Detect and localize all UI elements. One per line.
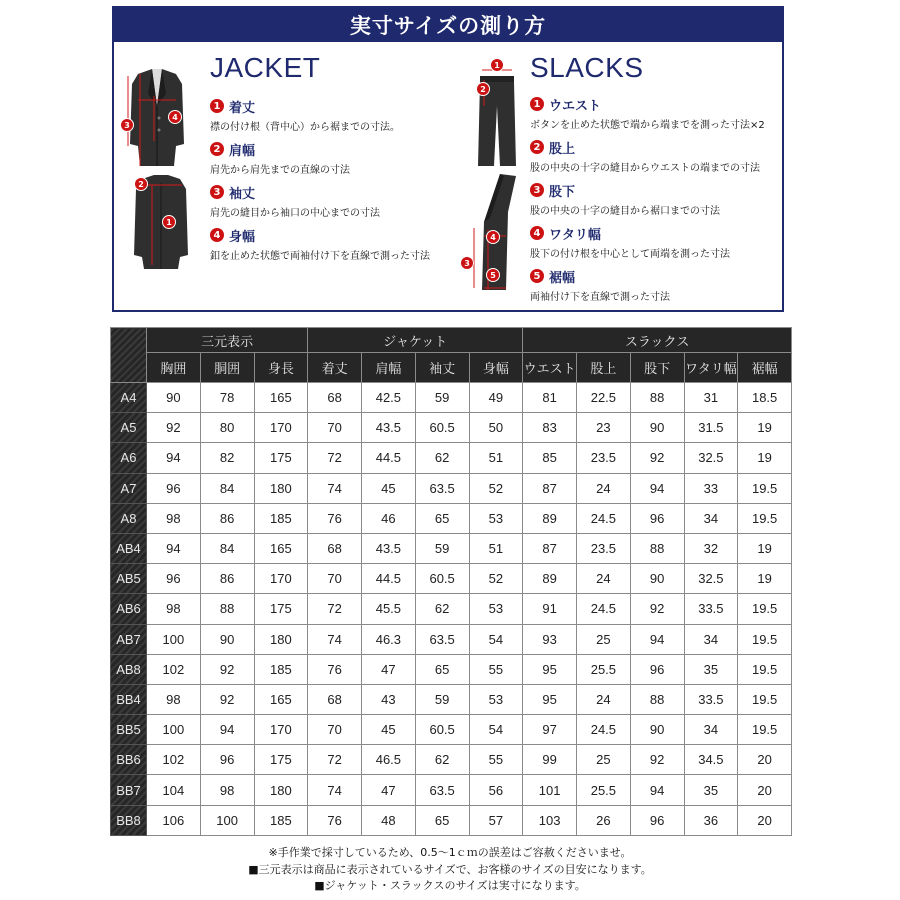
table-cell: 19.5 bbox=[738, 624, 792, 654]
size-table bbox=[110, 327, 792, 836]
item-description: 襟の付け根（背中心）から裾までの寸法。 bbox=[210, 122, 400, 133]
table-cell: 31.5 bbox=[684, 413, 738, 443]
group-header-row bbox=[111, 328, 792, 353]
table-cell: 35 bbox=[684, 654, 738, 684]
table-cell: 22.5 bbox=[577, 383, 631, 413]
table-cell: 62 bbox=[415, 745, 469, 775]
table-cell: 53 bbox=[469, 684, 523, 714]
table-cell: 19 bbox=[738, 443, 792, 473]
table-cell: 175 bbox=[254, 594, 308, 624]
jacket-heading: JACKET bbox=[210, 52, 321, 83]
table-cell: 18.5 bbox=[738, 383, 792, 413]
table-cell: 19.5 bbox=[738, 684, 792, 714]
table-cell: 19.5 bbox=[738, 654, 792, 684]
jacket-item-sleeve bbox=[210, 182, 430, 225]
table-cell: 50 bbox=[469, 413, 523, 443]
table-cell: 180 bbox=[254, 624, 308, 654]
table-cell: 19 bbox=[738, 533, 792, 563]
table-cell: 84 bbox=[200, 473, 254, 503]
badge-slacks-hem: 5 bbox=[486, 268, 500, 282]
table-cell: 85 bbox=[523, 443, 577, 473]
table-cell: 94 bbox=[630, 473, 684, 503]
column-header: 身長 bbox=[254, 353, 308, 383]
table-cell: 96 bbox=[630, 503, 684, 533]
table-cell: 43.5 bbox=[362, 413, 416, 443]
table-cell: 63.5 bbox=[415, 473, 469, 503]
table-cell: 95 bbox=[523, 684, 577, 714]
table-cell: 65 bbox=[415, 654, 469, 684]
column-header: 裾幅 bbox=[738, 353, 792, 383]
table-cell: 24.5 bbox=[577, 715, 631, 745]
slacks-item-thigh bbox=[530, 223, 765, 266]
table-row bbox=[111, 715, 792, 745]
table-cell: 19 bbox=[738, 413, 792, 443]
table-cell: 34 bbox=[684, 715, 738, 745]
table-cell: 76 bbox=[308, 654, 362, 684]
size-label: A7 bbox=[111, 473, 147, 503]
table-cell: 96 bbox=[147, 473, 201, 503]
table-cell: 53 bbox=[469, 503, 523, 533]
table-cell: 46 bbox=[362, 503, 416, 533]
table-cell: 88 bbox=[630, 383, 684, 413]
table-cell: 102 bbox=[147, 654, 201, 684]
table-cell: 96 bbox=[630, 654, 684, 684]
table-cell: 180 bbox=[254, 775, 308, 805]
table-cell: 185 bbox=[254, 503, 308, 533]
table-cell: 92 bbox=[200, 654, 254, 684]
table-cell: 56 bbox=[469, 775, 523, 805]
group-header: スラックス bbox=[523, 328, 792, 353]
table-cell: 106 bbox=[147, 805, 201, 835]
table-cell: 96 bbox=[200, 745, 254, 775]
notes bbox=[0, 845, 900, 895]
table-cell: 46.5 bbox=[362, 745, 416, 775]
table-cell: 70 bbox=[308, 413, 362, 443]
size-label: AB4 bbox=[111, 533, 147, 563]
table-row bbox=[111, 503, 792, 533]
table-cell: 43.5 bbox=[362, 533, 416, 563]
table-row bbox=[111, 654, 792, 684]
table-cell: 48 bbox=[362, 805, 416, 835]
item-description: 股下の付け根を中心として両端を測った寸法 bbox=[530, 249, 730, 260]
guide-title: 実寸サイズの測り方 bbox=[114, 8, 782, 42]
badge-slacks-thigh: 4 bbox=[486, 230, 500, 244]
table-cell: 97 bbox=[523, 715, 577, 745]
badge-jacket-front-chest: 4 bbox=[168, 110, 182, 124]
table-cell: 62 bbox=[415, 443, 469, 473]
note-line: ※手作業で採寸しているため、0.5～1ｃｍの誤差はご容赦くださいませ。 bbox=[268, 846, 632, 859]
table-cell: 51 bbox=[469, 533, 523, 563]
table-row bbox=[111, 564, 792, 594]
table-cell: 100 bbox=[147, 624, 201, 654]
table-row bbox=[111, 383, 792, 413]
table-cell: 45.5 bbox=[362, 594, 416, 624]
item-title: 着丈 bbox=[229, 100, 256, 116]
table-cell: 86 bbox=[200, 564, 254, 594]
size-label: AB7 bbox=[111, 624, 147, 654]
table-cell: 19.5 bbox=[738, 503, 792, 533]
table-cell: 68 bbox=[308, 684, 362, 714]
table-cell: 78 bbox=[200, 383, 254, 413]
badge-jacket-back-shoulder: 2 bbox=[134, 177, 148, 191]
table-cell: 23 bbox=[577, 413, 631, 443]
number-badge: 1 bbox=[210, 99, 224, 113]
size-label: AB5 bbox=[111, 564, 147, 594]
item-title: 袖丈 bbox=[229, 186, 256, 202]
table-row bbox=[111, 775, 792, 805]
table-cell: 180 bbox=[254, 473, 308, 503]
table-cell: 92 bbox=[630, 443, 684, 473]
table-cell: 31 bbox=[684, 383, 738, 413]
table-cell: 70 bbox=[308, 715, 362, 745]
table-cell: 55 bbox=[469, 654, 523, 684]
table-cell: 98 bbox=[147, 684, 201, 714]
table-cell: 175 bbox=[254, 745, 308, 775]
column-header: 胴囲 bbox=[200, 353, 254, 383]
table-cell: 91 bbox=[523, 594, 577, 624]
table-cell: 42.5 bbox=[362, 383, 416, 413]
table-cell: 53 bbox=[469, 594, 523, 624]
table-cell: 68 bbox=[308, 383, 362, 413]
table-cell: 98 bbox=[200, 775, 254, 805]
table-cell: 90 bbox=[630, 564, 684, 594]
table-cell: 100 bbox=[200, 805, 254, 835]
table-cell: 19.5 bbox=[738, 594, 792, 624]
table-cell: 19 bbox=[738, 564, 792, 594]
table-cell: 100 bbox=[147, 715, 201, 745]
table-cell: 25 bbox=[577, 745, 631, 775]
table-cell: 32.5 bbox=[684, 443, 738, 473]
table-cell: 60.5 bbox=[415, 715, 469, 745]
number-badge: 5 bbox=[530, 269, 544, 283]
table-cell: 34.5 bbox=[684, 745, 738, 775]
table-cell: 94 bbox=[147, 443, 201, 473]
item-description: 肩先の縫目から袖口の中心までの寸法 bbox=[210, 208, 380, 219]
item-description: 肩先から肩先までの直線の寸法 bbox=[210, 165, 350, 176]
table-cell: 94 bbox=[630, 775, 684, 805]
size-label: BB6 bbox=[111, 745, 147, 775]
table-cell: 33 bbox=[684, 473, 738, 503]
column-header: ウエスト bbox=[523, 353, 577, 383]
table-cell: 98 bbox=[147, 594, 201, 624]
table-cell: 51 bbox=[469, 443, 523, 473]
badge-jacket-front-sleeve: 3 bbox=[120, 118, 134, 132]
table-cell: 72 bbox=[308, 745, 362, 775]
number-badge: 2 bbox=[210, 142, 224, 156]
item-title: ウエスト bbox=[549, 98, 602, 114]
table-cell: 74 bbox=[308, 624, 362, 654]
item-title: 股上 bbox=[549, 141, 576, 157]
table-cell: 20 bbox=[738, 745, 792, 775]
table-cell: 74 bbox=[308, 473, 362, 503]
table-cell: 90 bbox=[630, 715, 684, 745]
table-cell: 59 bbox=[415, 383, 469, 413]
size-label: A6 bbox=[111, 443, 147, 473]
number-badge: 3 bbox=[530, 183, 544, 197]
table-cell: 20 bbox=[738, 775, 792, 805]
size-label: A8 bbox=[111, 503, 147, 533]
table-cell: 82 bbox=[200, 443, 254, 473]
table-cell: 63.5 bbox=[415, 775, 469, 805]
table-cell: 93 bbox=[523, 624, 577, 654]
table-cell: 43 bbox=[362, 684, 416, 714]
table-cell: 98 bbox=[147, 503, 201, 533]
table-cell: 170 bbox=[254, 413, 308, 443]
table-cell: 70 bbox=[308, 564, 362, 594]
table-cell: 60.5 bbox=[415, 564, 469, 594]
table-cell: 35 bbox=[684, 775, 738, 805]
table-cell: 88 bbox=[630, 533, 684, 563]
table-row bbox=[111, 533, 792, 563]
item-title: 股下 bbox=[549, 184, 576, 200]
table-cell: 36 bbox=[684, 805, 738, 835]
badge-slacks-inseam: 3 bbox=[460, 256, 474, 270]
table-cell: 94 bbox=[147, 533, 201, 563]
table-cell: 76 bbox=[308, 805, 362, 835]
note-line: ■三元表示は商品に表示されているサイズで、お客様のサイズの目安になります。 bbox=[248, 862, 652, 876]
item-description: 股の中央の十字の縫目からウエストの端までの寸法 bbox=[530, 163, 760, 174]
table-cell: 165 bbox=[254, 684, 308, 714]
table-cell: 165 bbox=[254, 533, 308, 563]
table-cell: 60.5 bbox=[415, 413, 469, 443]
number-badge: 1 bbox=[530, 97, 544, 111]
column-header: 股上 bbox=[577, 353, 631, 383]
size-label: AB8 bbox=[111, 654, 147, 684]
column-header: ワタリ幅 bbox=[684, 353, 738, 383]
table-cell: 185 bbox=[254, 805, 308, 835]
table-cell: 24 bbox=[577, 564, 631, 594]
table-cell: 19.5 bbox=[738, 715, 792, 745]
table-cell: 63.5 bbox=[415, 624, 469, 654]
table-cell: 52 bbox=[469, 473, 523, 503]
table-cell: 65 bbox=[415, 805, 469, 835]
column-header: 着丈 bbox=[308, 353, 362, 383]
table-cell: 101 bbox=[523, 775, 577, 805]
slacks-item-rise bbox=[530, 137, 765, 180]
table-cell: 65 bbox=[415, 503, 469, 533]
table-cell: 94 bbox=[200, 715, 254, 745]
number-badge: 4 bbox=[530, 226, 544, 240]
table-cell: 57 bbox=[469, 805, 523, 835]
table-cell: 86 bbox=[200, 503, 254, 533]
number-badge: 3 bbox=[210, 185, 224, 199]
size-label: BB7 bbox=[111, 775, 147, 805]
column-header: 胸囲 bbox=[147, 353, 201, 383]
table-row bbox=[111, 413, 792, 443]
slacks-front-figure bbox=[472, 58, 522, 170]
table-cell: 23.5 bbox=[577, 533, 631, 563]
table-row bbox=[111, 624, 792, 654]
slacks-heading: SLACKS bbox=[530, 52, 644, 83]
table-cell: 44.5 bbox=[362, 564, 416, 594]
size-label: BB5 bbox=[111, 715, 147, 745]
table-row bbox=[111, 473, 792, 503]
table-cell: 170 bbox=[254, 715, 308, 745]
table-row bbox=[111, 684, 792, 714]
jacket-item-shoulder bbox=[210, 139, 430, 182]
table-cell: 23.5 bbox=[577, 443, 631, 473]
table-cell: 59 bbox=[415, 684, 469, 714]
table-cell: 49 bbox=[469, 383, 523, 413]
jacket-items bbox=[210, 96, 430, 268]
table-cell: 170 bbox=[254, 564, 308, 594]
jacket-item-length bbox=[210, 96, 430, 139]
table-cell: 165 bbox=[254, 383, 308, 413]
table-cell: 72 bbox=[308, 594, 362, 624]
item-title: 裾幅 bbox=[549, 270, 576, 286]
table-cell: 76 bbox=[308, 503, 362, 533]
table-cell: 88 bbox=[630, 684, 684, 714]
table-cell: 90 bbox=[200, 624, 254, 654]
table-cell: 25 bbox=[577, 624, 631, 654]
table-cell: 33.5 bbox=[684, 594, 738, 624]
table-cell: 99 bbox=[523, 745, 577, 775]
table-cell: 104 bbox=[147, 775, 201, 805]
size-label: A4 bbox=[111, 383, 147, 413]
table-cell: 80 bbox=[200, 413, 254, 443]
table-row bbox=[111, 594, 792, 624]
table-cell: 84 bbox=[200, 533, 254, 563]
slacks-item-waist bbox=[530, 94, 765, 137]
note-line: ■ジャケット・スラックスのサイズは実寸になります。 bbox=[314, 879, 586, 892]
table-cell: 52 bbox=[469, 564, 523, 594]
table-cell: 94 bbox=[630, 624, 684, 654]
table-cell: 24.5 bbox=[577, 503, 631, 533]
size-label: BB8 bbox=[111, 805, 147, 835]
table-cell: 45 bbox=[362, 715, 416, 745]
table-cell: 90 bbox=[630, 413, 684, 443]
table-cell: 25.5 bbox=[577, 654, 631, 684]
column-header: 身幅 bbox=[469, 353, 523, 383]
jacket-back-figure bbox=[132, 173, 190, 273]
table-cell: 24 bbox=[577, 684, 631, 714]
table-cell: 83 bbox=[523, 413, 577, 443]
table-cell: 87 bbox=[523, 533, 577, 563]
table-cell: 102 bbox=[147, 745, 201, 775]
table-cell: 24.5 bbox=[577, 594, 631, 624]
table-cell: 103 bbox=[523, 805, 577, 835]
item-description: ボタンを止めた状態で端から端までを測った寸法×2 bbox=[530, 120, 765, 131]
table-cell: 92 bbox=[630, 594, 684, 624]
size-label: BB4 bbox=[111, 684, 147, 714]
size-label: AB6 bbox=[111, 594, 147, 624]
table-cell: 62 bbox=[415, 594, 469, 624]
table-cell: 96 bbox=[147, 564, 201, 594]
table-cell: 72 bbox=[308, 443, 362, 473]
item-description: 両袖付け下を直線で測った寸法 bbox=[530, 292, 670, 303]
table-cell: 32 bbox=[684, 533, 738, 563]
table-cell: 88 bbox=[200, 594, 254, 624]
table-cell: 25.5 bbox=[577, 775, 631, 805]
column-header: 股下 bbox=[630, 353, 684, 383]
table-cell: 89 bbox=[523, 564, 577, 594]
table-cell: 89 bbox=[523, 503, 577, 533]
number-badge: 4 bbox=[210, 228, 224, 242]
slacks-item-inseam bbox=[530, 180, 765, 223]
table-cell: 47 bbox=[362, 654, 416, 684]
item-title: 身幅 bbox=[229, 229, 256, 245]
table-cell: 95 bbox=[523, 654, 577, 684]
table-cell: 92 bbox=[200, 684, 254, 714]
item-description: 股の中央の十字の縫目から裾口までの寸法 bbox=[530, 206, 720, 217]
slacks-front-illustration bbox=[472, 58, 522, 170]
slacks-items bbox=[530, 94, 765, 309]
table-cell: 185 bbox=[254, 654, 308, 684]
table-cell: 24 bbox=[577, 473, 631, 503]
table-cell: 33.5 bbox=[684, 684, 738, 714]
table-cell: 54 bbox=[469, 715, 523, 745]
group-header: ジャケット bbox=[308, 328, 523, 353]
table-cell: 46.3 bbox=[362, 624, 416, 654]
table-cell: 54 bbox=[469, 624, 523, 654]
table-cell: 44.5 bbox=[362, 443, 416, 473]
table-cell: 68 bbox=[308, 533, 362, 563]
table-row bbox=[111, 805, 792, 835]
item-description: 釦を止めた状態で両袖付け下を直線で測った寸法 bbox=[210, 251, 430, 262]
table-cell: 87 bbox=[523, 473, 577, 503]
column-header-row bbox=[111, 353, 792, 383]
table-cell: 74 bbox=[308, 775, 362, 805]
group-header: 三元表示 bbox=[147, 328, 308, 353]
item-title: ワタリ幅 bbox=[549, 227, 601, 243]
table-row bbox=[111, 745, 792, 775]
badge-slacks-waist: 1 bbox=[490, 58, 504, 72]
jacket-item-chest bbox=[210, 225, 430, 268]
slacks-side-figure bbox=[460, 172, 522, 294]
table-corner bbox=[111, 328, 147, 383]
table-cell: 34 bbox=[684, 624, 738, 654]
table-cell: 32.5 bbox=[684, 564, 738, 594]
jacket-front-figure bbox=[124, 66, 190, 172]
table-cell: 175 bbox=[254, 443, 308, 473]
slacks-item-hem bbox=[530, 266, 765, 309]
table-cell: 96 bbox=[630, 805, 684, 835]
table-cell: 92 bbox=[630, 745, 684, 775]
table-cell: 20 bbox=[738, 805, 792, 835]
table-cell: 34 bbox=[684, 503, 738, 533]
column-header: 肩幅 bbox=[362, 353, 416, 383]
item-title: 肩幅 bbox=[229, 143, 256, 159]
table-cell: 55 bbox=[469, 745, 523, 775]
size-table-body bbox=[111, 383, 792, 836]
table-cell: 90 bbox=[147, 383, 201, 413]
measurement-guide bbox=[112, 6, 784, 312]
table-row bbox=[111, 443, 792, 473]
table-cell: 59 bbox=[415, 533, 469, 563]
table-cell: 47 bbox=[362, 775, 416, 805]
table-cell: 92 bbox=[147, 413, 201, 443]
column-header: 袖丈 bbox=[415, 353, 469, 383]
number-badge: 2 bbox=[530, 140, 544, 154]
badge-jacket-back-length: 1 bbox=[162, 215, 176, 229]
size-label: A5 bbox=[111, 413, 147, 443]
badge-slacks-rise: 2 bbox=[476, 82, 490, 96]
table-cell: 45 bbox=[362, 473, 416, 503]
table-cell: 26 bbox=[577, 805, 631, 835]
table-cell: 81 bbox=[523, 383, 577, 413]
table-cell: 19.5 bbox=[738, 473, 792, 503]
